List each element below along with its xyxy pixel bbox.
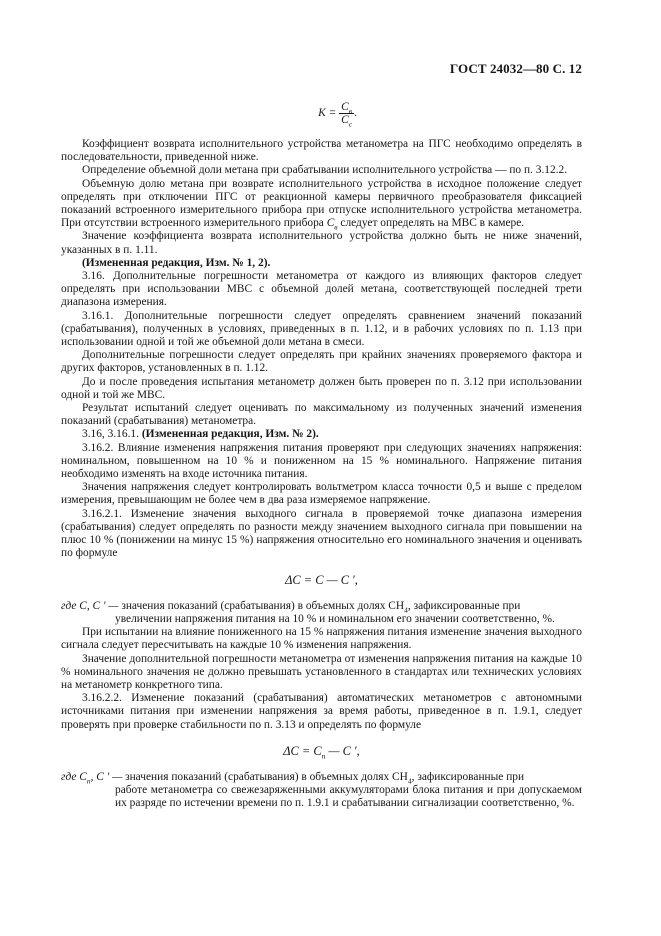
paragraph-voltage: Значения напряжения следует контролировать вольтметром класса точности 0,5 и выше с пределом измерения, превышающим не более чем в два раза измеряемое напряжение.: [61, 481, 582, 507]
paragraph-before-after: До и после проведения испытания метанометр должен быть проверен по п. 3.12 при использовании одной и той же МВС.: [61, 375, 582, 401]
where-clause-2: где $C_п$, C ′ — значения показаний (срабатывания) в объемных долях $СН_4$, зафиксированные при работе метанометра со свежезаряженными аккумуляторами блока питания и при допускаемом их разряде по истечении времени по п. 1.9.1 и срабатывании сигнализации соответственно, %.: [61, 770, 582, 810]
paragraph-3-16-1: 3.16.1. Дополнительные погрешности следует определять сравнением значений показаний (срабатывания), полученных в условиях, приведенных в п. 1.12, и в рабочих условиях по п. 1.13 при использовании одной и той же объемной доли метана в смеси.: [61, 309, 582, 349]
edit-note-1: (Измененная редакция, Изм. № 1, 2).: [82, 256, 271, 269]
paragraph-result: Результат испытаний следует оценивать по максимальному из полученных значений изменения показаний (срабатывания) метанометра.: [61, 402, 582, 428]
formula-k-denominator: $C_с$: [341, 114, 353, 129]
paragraph-3-16-2: 3.16.2. Влияние изменения напряжения питания проверяют при следующих значениях напряжения: номинальном, повышенном на 10 % и пониженном на 15 % номинального. Напряжение питания необходимо изменять на входе источника питания.: [61, 441, 582, 481]
formula-delta-1: ΔC = C — C ′,: [285, 572, 358, 587]
paragraph-lowered: При испытании на влияние пониженного на 15 % напряжения питания изменение значения выходного сигнала следует пересчитывать на каждые 10 % изменения напряжения.: [61, 626, 582, 652]
formula-k-numerator: $C_в$: [341, 101, 352, 116]
paragraph-return: Объемную долю метана при возврате исполнительного устройства в исходное положение следует определять при отключении ПГС от реакционной камеры первичного преобразователя фиксацией показаний встроенного измерительного прибора при отпуске исполнительного устройства метанометра. При отсутствии встроенного измерительного прибора $C_в$ следует определять на МВС в камере.: [61, 177, 582, 232]
paragraph-trigger: Определение объемной доли метана при срабатывании исполнительного устройства — по п. 3.12.2.: [82, 164, 568, 177]
paragraph-extreme: Дополнительные погрешности следует определять при крайних значениях проверяемого фактора и других факторов, установленных в п. 1.12.: [61, 349, 582, 375]
document-body: [61, 101, 582, 811]
paragraph-additional-error: Значение дополнительной погрешности метанометра от изменения напряжения питания на каждые 10 % номинального значения не должно превышать установленного в стандартах или технических условиях на метанометр конкретного типа.: [61, 652, 582, 691]
formula-delta-2: $\Delta C = C_п$ — C ′,: [283, 743, 360, 761]
paragraph-3-16-2-2: 3.16.2.2. Изменение показаний (срабатывания) автоматических метанометров с автономными источниками питания при изменении напряжения за время работы, приведенное в п. 1.9.1, следует проверять при проверке стабильности по п. 3.13 и определять по формуле: [61, 692, 582, 731]
page-header: ГОСТ 24032—80 С. 12: [449, 61, 582, 76]
formula-k: K = $\frac{C_в}{C_с}$ .: [318, 101, 357, 129]
formula-k-lhs: K =: [318, 107, 337, 120]
where-clause-1: где C, C ′ — значения показаний (срабатывания) в объемных долях $СН_4$, зафиксированные при увеличении напряжения питания на 10 % и номинальном его значении соответственно, %.: [61, 599, 555, 625]
paragraph-coefficient: Коэффициент возврата исполнительного устройства метанометра на ПГС необходимо определять в последовательности, приведенной ниже.: [61, 138, 582, 164]
edit-note-2: 3.16, 3.16.1. (Измененная редакция, Изм. № 2).: [82, 428, 319, 441]
paragraph-value: Значение коэффициента возврата исполнительного устройства должно быть не ниже значений, указанных в п. 1.11.: [61, 230, 582, 256]
paragraph-3-16-2-1: 3.16.2.1. Изменение значения выходного сигнала в проверяемой точке диапазона измерения (срабатывания) следует определять по разности между значением выходного сигнала при повышении на плюс 10 % (понижении на минус 15 %) напряжения относительно его номинального значения и оценивать по формуле: [61, 507, 582, 560]
formula-k-fraction: [339, 101, 354, 129]
paragraph-3-16: 3.16. Дополнительные погрешности метанометра от каждого из влияющих факторов следует определять при использовании МВС с объемной долей метана, соответствующей последней трети диапазона измерения.: [61, 270, 582, 309]
